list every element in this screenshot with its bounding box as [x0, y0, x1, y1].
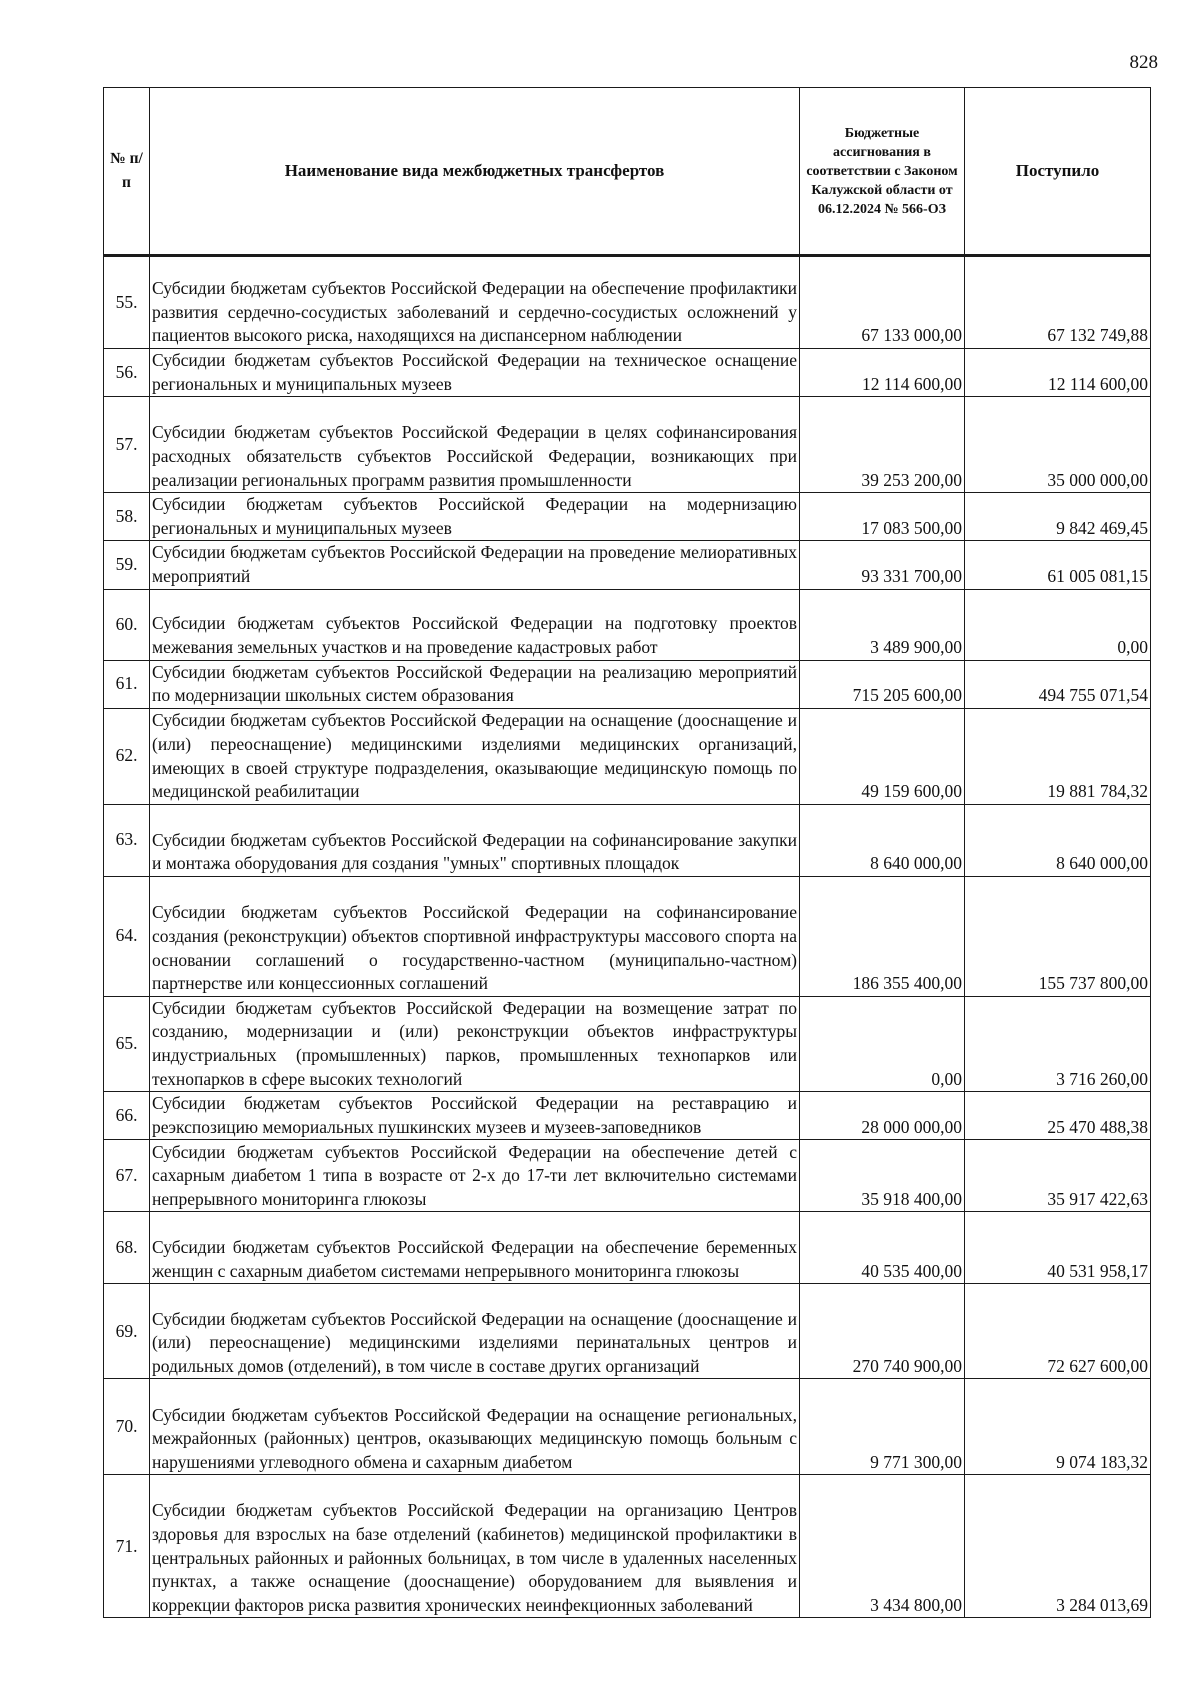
- table-row: [104, 660, 1151, 708]
- row-number: 64.: [104, 876, 150, 996]
- row-received: 72 627 600,00: [965, 1284, 1151, 1379]
- row-number: 66.: [104, 1092, 150, 1140]
- row-number: 60.: [104, 589, 150, 660]
- row-number: 61.: [104, 660, 150, 708]
- row-received: 25 470 488,38: [965, 1092, 1151, 1140]
- table-row: [104, 256, 1151, 349]
- row-budget: 49 159 600,00: [800, 708, 965, 804]
- row-name: Субсидии бюджетам субъектов Российской Федерации на обеспечение детей с сахарным диабетом 1 типа в возрасте от 2-х до 17-ти лет включительно системами непрерывного мониторинга глюкозы: [150, 1140, 800, 1212]
- table-row: [104, 589, 1151, 660]
- row-received: 35 917 422,63: [965, 1140, 1151, 1212]
- table-row: [104, 493, 1151, 541]
- row-name: Субсидии бюджетам субъектов Российской Федерации на проведение мелиоративных мероприятий: [150, 541, 800, 589]
- row-budget: 35 918 400,00: [800, 1140, 965, 1212]
- row-number: 56.: [104, 349, 150, 397]
- row-received: 8 640 000,00: [965, 804, 1151, 876]
- row-received: 9 842 469,45: [965, 493, 1151, 541]
- row-budget: 3 434 800,00: [800, 1475, 965, 1618]
- row-number: 70.: [104, 1379, 150, 1475]
- header-transfer-name: Наименование вида межбюджетных трансфертов: [150, 88, 800, 256]
- table-header-row: [104, 88, 1151, 256]
- table-row: [104, 876, 1151, 996]
- row-name: Субсидии бюджетам субъектов Российской Федерации на оснащение (дооснащение и (или) переоснащение) медицинскими изделиями медицинских организаций, имеющих в своей структуре подразделения, оказывающие медицинскую помощь по медицинской реабилитации: [150, 708, 800, 804]
- transfers-table: [103, 87, 1151, 1618]
- row-budget: 28 000 000,00: [800, 1092, 965, 1140]
- row-name: Субсидии бюджетам субъектов Российской Федерации на обеспечение профилактики развития сердечно-сосудистых заболеваний и сердечно-сосудистых осложнений у пациентов высокого риска, находящихся на диспансерном наблюдении: [150, 256, 800, 349]
- row-received: 155 737 800,00: [965, 876, 1151, 996]
- row-received: 61 005 081,15: [965, 541, 1151, 589]
- row-name: Субсидии бюджетам субъектов Российской Федерации в целях софинансирования расходных обязательств субъектов Российской Федерации, возникающих при реализации региональных программ развития промышленности: [150, 397, 800, 493]
- row-received: 9 074 183,32: [965, 1379, 1151, 1475]
- table-row: [104, 708, 1151, 804]
- row-name: Субсидии бюджетам субъектов Российской Федерации на реставрацию и реэкспозицию мемориальных пушкинских музеев и музеев-заповедников: [150, 1092, 800, 1140]
- table-row: [104, 397, 1151, 493]
- row-budget: 715 205 600,00: [800, 660, 965, 708]
- page-number: 828: [1129, 52, 1158, 73]
- row-number: 58.: [104, 493, 150, 541]
- row-budget: 186 355 400,00: [800, 876, 965, 996]
- row-budget: 67 133 000,00: [800, 256, 965, 349]
- row-received: 40 531 958,17: [965, 1212, 1151, 1284]
- table-row: [104, 541, 1151, 589]
- row-name: Субсидии бюджетам субъектов Российской Федерации на оснащение (дооснащение и (или) переоснащение) медицинскими изделиями перинатальных центров и родильных домов (отделений), в том числе в составе других организаций: [150, 1284, 800, 1379]
- table-row: [104, 1092, 1151, 1140]
- table-row: [104, 1284, 1151, 1379]
- row-received: 19 881 784,32: [965, 708, 1151, 804]
- row-budget: 17 083 500,00: [800, 493, 965, 541]
- row-budget: 12 114 600,00: [800, 349, 965, 397]
- header-number: № п/п: [104, 88, 150, 256]
- table-row: [104, 1140, 1151, 1212]
- row-budget: 270 740 900,00: [800, 1284, 965, 1379]
- row-budget: 3 489 900,00: [800, 589, 965, 660]
- table-row: [104, 1475, 1151, 1618]
- row-number: 68.: [104, 1212, 150, 1284]
- row-number: 69.: [104, 1284, 150, 1379]
- row-number: 65.: [104, 996, 150, 1091]
- row-name: Субсидии бюджетам субъектов Российской Федерации на техническое оснащение региональных и муниципальных музеев: [150, 349, 800, 397]
- row-number: 59.: [104, 541, 150, 589]
- row-number: 55.: [104, 256, 150, 349]
- row-name: Субсидии бюджетам субъектов Российской Федерации на подготовку проектов межевания земельных участков и на проведение кадастровых работ: [150, 589, 800, 660]
- row-budget: 0,00: [800, 996, 965, 1091]
- row-name: Субсидии бюджетам субъектов Российской Федерации на реализацию мероприятий по модернизации школьных систем образования: [150, 660, 800, 708]
- row-received: 35 000 000,00: [965, 397, 1151, 493]
- header-received: Поступило: [965, 88, 1151, 256]
- row-name: Субсидии бюджетам субъектов Российской Федерации на организацию Центров здоровья для взрослых на базе отделений (кабинетов) медицинской профилактики в центральных районных и районных больницах, в том числе в удаленных населенных пунктах, а также оснащение (дооснащение) оборудованием для выявления и коррекции факторов риска развития хронических неинфекционных заболеваний: [150, 1475, 800, 1618]
- table-row: [104, 1379, 1151, 1475]
- row-number: 57.: [104, 397, 150, 493]
- table-row: [104, 996, 1151, 1091]
- table-row: [104, 349, 1151, 397]
- table-row: [104, 804, 1151, 876]
- table-row: [104, 1212, 1151, 1284]
- row-budget: 93 331 700,00: [800, 541, 965, 589]
- row-name: Субсидии бюджетам субъектов Российской Федерации на софинансирование создания (реконструкции) объектов спортивной инфраструктуры массового спорта на основании соглашений о государственно-частном (муниципально-частном) партнерстве или концессионных соглашений: [150, 876, 800, 996]
- row-number: 67.: [104, 1140, 150, 1212]
- row-budget: 40 535 400,00: [800, 1212, 965, 1284]
- header-budget-allocations: Бюджетные ассигнования в соответствии с Законом Калужской области от 06.12.2024 № 566-ОЗ: [800, 88, 965, 256]
- row-name: Субсидии бюджетам субъектов Российской Федерации на возмещение затрат по созданию, модернизации и (или) реконструкции объектов инфраструктуры индустриальных (промышленных) парков, промышленных технопарков или технопарков в сфере высоких технологий: [150, 996, 800, 1091]
- row-received: 494 755 071,54: [965, 660, 1151, 708]
- row-name: Субсидии бюджетам субъектов Российской Федерации на модернизацию региональных и муниципальных музеев: [150, 493, 800, 541]
- row-received: 0,00: [965, 589, 1151, 660]
- row-name: Субсидии бюджетам субъектов Российской Федерации на оснащение региональных, межрайонных (районных) центров, оказывающих медицинскую помощь больным с нарушениями углеводного обмена и сахарным диабетом: [150, 1379, 800, 1475]
- row-number: 63.: [104, 804, 150, 876]
- row-name: Субсидии бюджетам субъектов Российской Федерации на софинансирование закупки и монтажа оборудования для создания "умных" спортивных площадок: [150, 804, 800, 876]
- row-budget: 9 771 300,00: [800, 1379, 965, 1475]
- row-budget: 8 640 000,00: [800, 804, 965, 876]
- row-budget: 39 253 200,00: [800, 397, 965, 493]
- row-received: 67 132 749,88: [965, 256, 1151, 349]
- row-received: 3 716 260,00: [965, 996, 1151, 1091]
- row-number: 62.: [104, 708, 150, 804]
- row-received: 3 284 013,69: [965, 1475, 1151, 1618]
- row-name: Субсидии бюджетам субъектов Российской Федерации на обеспечение беременных женщин с сахарным диабетом системами непрерывного мониторинга глюкозы: [150, 1212, 800, 1284]
- row-received: 12 114 600,00: [965, 349, 1151, 397]
- row-number: 71.: [104, 1475, 150, 1618]
